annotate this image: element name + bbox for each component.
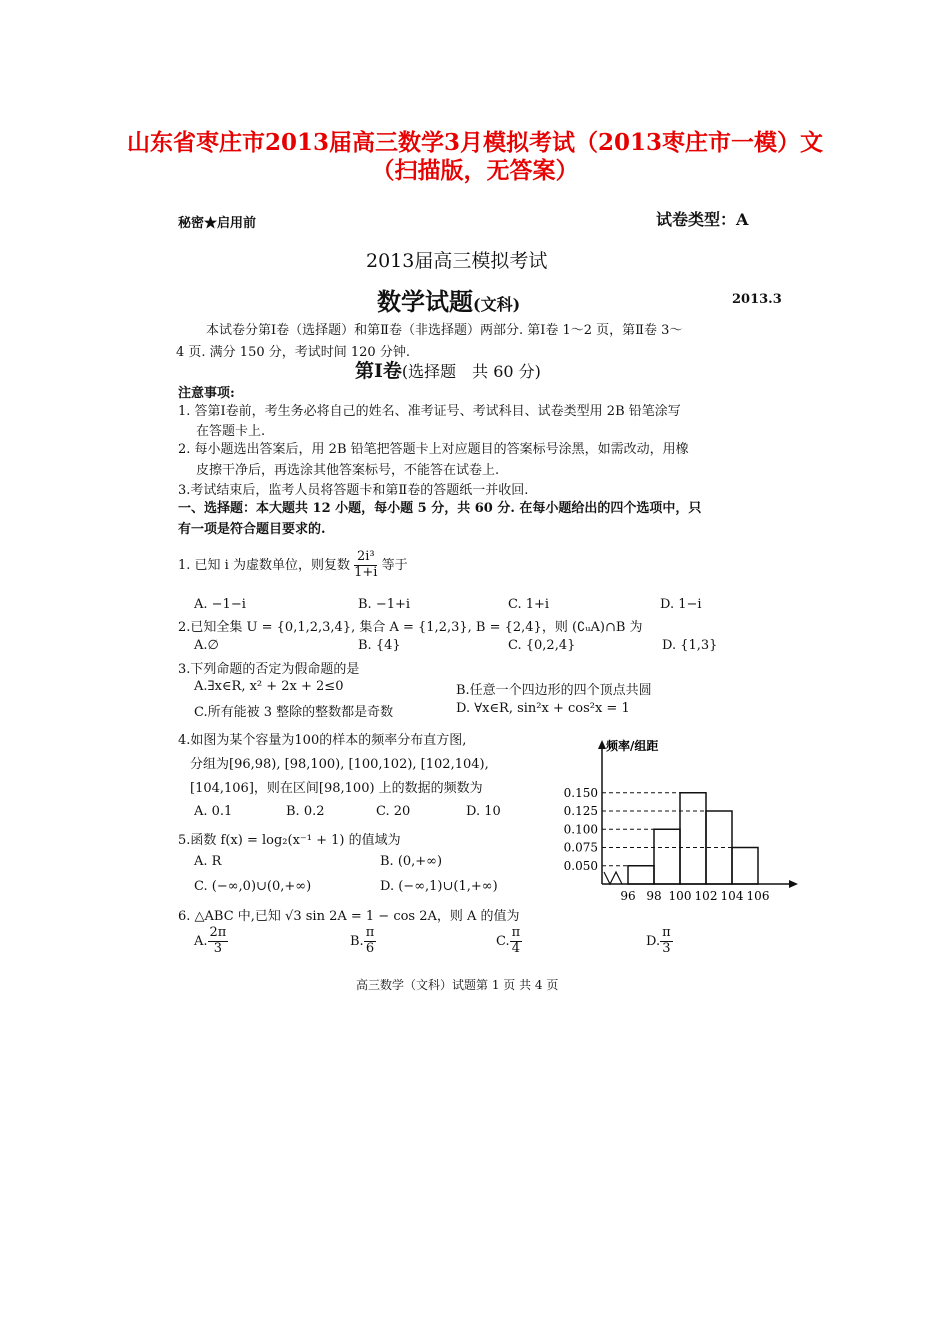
exam-date: 2013.3 <box>732 292 782 307</box>
question-6-stem: 6. △ABC 中,已知 √3 sin 2A = 1 − cos 2A，则 A 的值为 <box>178 909 520 924</box>
q6-option-d-den: 3 <box>662 940 671 956</box>
q6-option-b-den: 6 <box>365 940 375 956</box>
question-4-line3: [104,106]，则在区间[98,100) 上的数据的频数为 <box>190 781 483 796</box>
document-title-line1: 山东省枣庄市2013届高三数学3月模拟考试（2013枣庄市一模）文 <box>126 129 824 156</box>
q1-fraction <box>354 550 377 581</box>
part1-sub: (选择题 共 60 分) <box>401 362 541 381</box>
subject-sub: (文科) <box>473 295 521 314</box>
part1-main: 第Ⅰ卷 <box>355 360 402 382</box>
histogram-bar <box>654 829 680 884</box>
x-tick-label: 106 <box>746 889 770 903</box>
q1-text: 1. 已知 i 为虚数单位，则复数 <box>178 557 350 573</box>
axis-break-mark <box>604 872 622 884</box>
question-3-stem: 3.下列命题的否定为假命题的是 <box>178 662 360 677</box>
question-4-line1: 4.如图为某个容量为100的样本的频率分布直方图, <box>178 733 467 748</box>
q6-option-a <box>194 926 228 957</box>
q5-option-b: B. (0,+∞) <box>380 854 443 869</box>
q1-option-c: C. 1+i <box>508 597 550 612</box>
q3-option-a: A.∃x∈R, x² + 2x + 2≤0 <box>194 679 344 694</box>
q5-option-c: C. (−∞,0)∪(0,+∞) <box>194 879 312 894</box>
q4-option-d: D. 10 <box>466 804 501 819</box>
q2-option-b: B. {4} <box>358 638 401 653</box>
question-5-stem: 5.函数 f(x) = log₂(x⁻¹ + 1) 的值域为 <box>178 833 401 848</box>
y-tick-label: 0.075 <box>563 840 598 855</box>
q6-option-d-num: π <box>662 925 671 940</box>
q6-option-c-num: π <box>511 925 521 940</box>
histogram-bar <box>680 793 706 884</box>
q5-option-d: D. (−∞,1)∪(1,+∞) <box>380 879 498 894</box>
y-tick-label: 0.100 <box>563 822 598 837</box>
y-tick-label: 0.125 <box>563 804 598 818</box>
section1-line2: 有一项是符合题目要求的. <box>178 522 326 537</box>
question-4-line2: 分组为[96,98), [98,100), [100,102), [102,104), <box>190 757 489 772</box>
q1-option-a: A. −1−i <box>194 597 246 612</box>
q6-option-c-label: C. <box>496 933 510 949</box>
note1-line2: 在答题卡上. <box>196 424 266 439</box>
y-tick-label: 0.150 <box>563 785 598 800</box>
q1-tail: 等于 <box>381 557 408 573</box>
q4-option-a: A. 0.1 <box>194 804 233 819</box>
q2-option-d: D. {1,3} <box>662 638 718 653</box>
note3: 3.考试结束后，监考人员将答题卡和第Ⅱ卷的答题纸一并收回. <box>178 483 529 498</box>
y-axis-label: 频率/组距 <box>606 739 659 753</box>
q1-option-d: D. 1−i <box>660 597 702 612</box>
q3-option-b: B.任意一个四边形的四个顶点共圆 <box>456 683 652 698</box>
y-axis-arrow <box>598 740 606 749</box>
intro-line2: 4 页. 满分 150 分，考试时间 120 分钟. <box>176 345 410 360</box>
histogram-bar <box>732 848 758 885</box>
q1-denominator: 1+i <box>354 564 378 580</box>
q6-option-b <box>350 926 376 957</box>
histogram-bar <box>628 866 654 884</box>
intro-line1: 本试卷分第Ⅰ卷（选择题）和第Ⅱ卷（非选择题）两部分. 第Ⅰ卷 1～2 页，第Ⅱ卷 3～ <box>206 323 683 338</box>
q4-option-b: B. 0.2 <box>286 804 325 819</box>
q6-option-a-num: 2π <box>209 925 227 940</box>
question-1-stem <box>178 550 408 581</box>
confidential-label: 秘密★启用前 <box>178 216 257 231</box>
q3-option-c: C.所有能被 3 整除的整数都是奇数 <box>194 705 394 720</box>
subject-main: 数学试题 <box>377 287 473 316</box>
q2-option-c: C. {0,2,4} <box>508 638 576 653</box>
q6-option-b-label: B. <box>350 933 364 949</box>
q4-option-c: C. 20 <box>376 804 411 819</box>
note2-line2: 皮擦干净后，再选涂其他答案标号，不能答在试卷上. <box>196 463 500 478</box>
x-tick-label: 102 <box>694 889 718 903</box>
q6-option-a-den: 3 <box>213 940 223 956</box>
x-tick-label: 98 <box>646 889 662 903</box>
notes-heading: 注意事项: <box>178 386 235 401</box>
y-tick-label: 0.050 <box>563 858 598 873</box>
q6-option-c <box>496 926 522 957</box>
document-title-line2: （扫描版，无答案） <box>371 157 579 184</box>
x-axis-arrow <box>789 880 798 888</box>
note2-line1: 2. 每小题选出答案后，用 2B 铅笔把答题卡上对应题目的答案标号涂黑，如需改动，用橡 <box>178 442 689 457</box>
question-2-stem: 2.已知全集 U = {0,1,2,3,4}, 集合 A = {1,2,3}, B = {2,4}，则 (∁ᵤA)∩B 为 <box>178 620 643 635</box>
q6-option-d-label: D. <box>646 933 661 949</box>
q3-option-d: D. ∀x∈R, sin²x + cos²x = 1 <box>456 701 630 716</box>
q6-option-b-num: π <box>365 925 375 940</box>
part1-heading <box>355 356 541 383</box>
x-tick-label: 96 <box>620 889 636 903</box>
q6-option-c-den: 4 <box>511 940 521 956</box>
q2-option-a: A.∅ <box>194 638 219 653</box>
frequency-histogram <box>548 728 808 908</box>
q5-option-a: A. R <box>194 854 222 869</box>
section1-line1: 一、选择题：本大题共 12 小题，每小题 5 分，共 60 分. 在每小题给出的四个选项中，只 <box>178 501 702 516</box>
x-tick-label: 100 <box>668 889 692 903</box>
note1-line1: 1. 答第Ⅰ卷前，考生务必将自己的姓名、准考证号、考试科目、试卷类型用 2B 铅笔涂写 <box>178 404 681 419</box>
q1-option-b: B. −1+i <box>358 597 411 612</box>
paper-type: 试卷类型：A <box>656 210 749 229</box>
q6-option-d <box>646 926 673 957</box>
page-footer: 高三数学（文科）试题第 1 页 共 4 页 <box>356 978 559 992</box>
q6-option-a-label: A. <box>194 933 208 949</box>
x-tick-label: 104 <box>720 889 744 903</box>
q1-numerator: 2i³ <box>354 550 377 566</box>
exam-title: 2013届高三模拟考试 <box>366 250 548 272</box>
subject-heading <box>377 282 520 317</box>
